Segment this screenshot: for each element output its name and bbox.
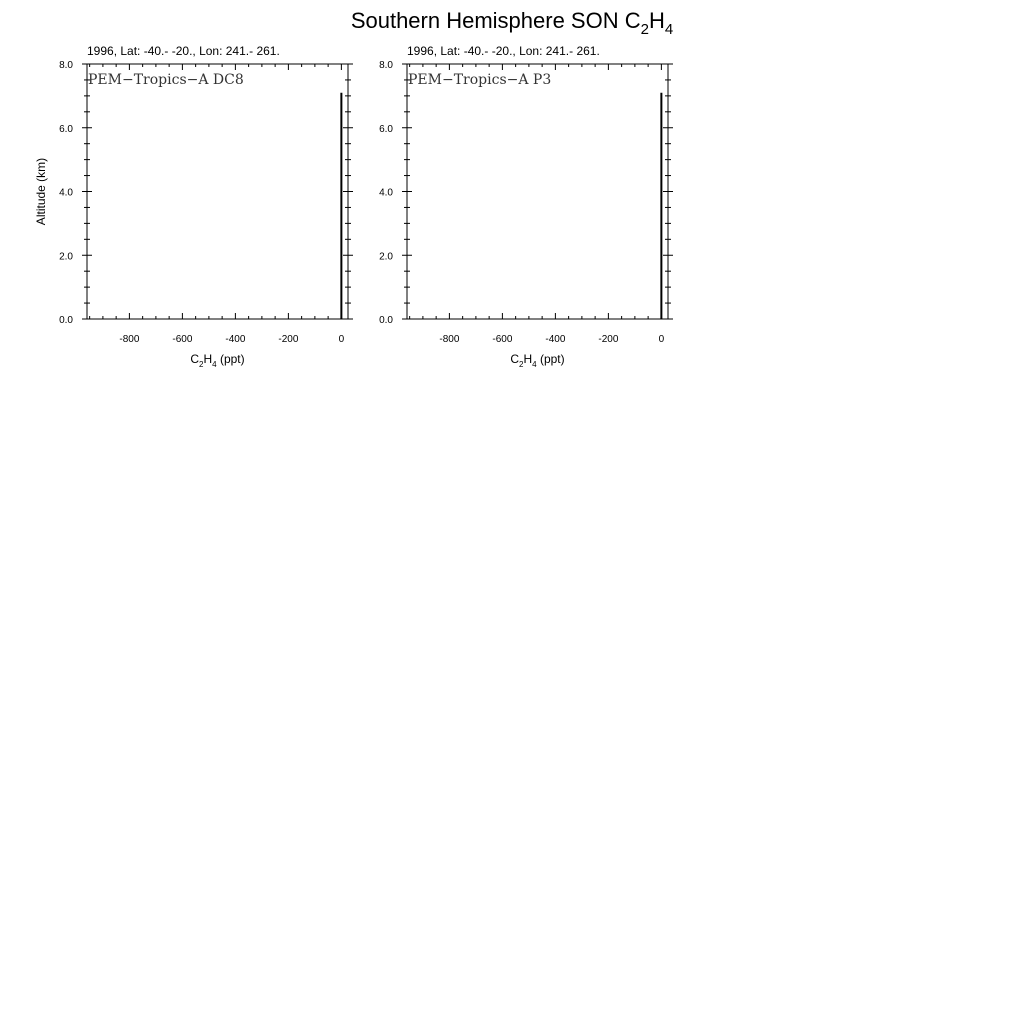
panel-annotation: PEM−Tropics−A P3	[408, 72, 552, 88]
x-axis-label-part: 2	[519, 360, 524, 369]
figure-title: Southern Hemisphere SON $C_2H_4$	[350, 8, 674, 38]
y-tick-label: 8.0	[59, 60, 73, 71]
x-tick-label: -600	[492, 334, 513, 345]
y-tick-label: 2.0	[59, 251, 73, 263]
y-axis-label: Altitude (km)	[34, 157, 48, 226]
x-tick-label: -600	[172, 334, 193, 345]
x-tick-label: -200	[278, 334, 299, 345]
y-tick-label: 4.0	[59, 187, 73, 199]
y-tick-label: 6.0	[379, 123, 393, 135]
x-axis-label-part: (ppt)	[216, 352, 245, 366]
x-axis-label-part: (ppt)	[536, 352, 565, 366]
x-tick-label: 0	[658, 334, 665, 345]
x-axis-label-part: 2	[199, 360, 204, 369]
panels	[34, 44, 673, 369]
y-tick-label: 0.0	[59, 315, 73, 326]
x-tick-label: -400	[545, 334, 566, 345]
panel-annotation: PEM−Tropics−A DC8	[88, 72, 244, 88]
y-tick-label: 4.0	[379, 187, 393, 199]
panel-subtitle: 1996, Lat: -40.- -20., Lon: 241.- 261.	[407, 44, 600, 58]
y-tick-label: 6.0	[59, 123, 73, 135]
x-tick-label: 0	[338, 334, 345, 345]
x-axis-label-part: C	[510, 352, 520, 366]
x-tick-label: -200	[598, 334, 619, 345]
x-axis-label-part: H	[203, 352, 213, 366]
plot-frame	[87, 64, 348, 319]
x-tick-label: -800	[439, 334, 460, 345]
x-axis-label-part: 4	[532, 360, 537, 369]
x-axis-label	[190, 352, 244, 369]
y-tick-label: 8.0	[379, 60, 393, 71]
plot-frame	[407, 64, 668, 319]
chart-panel-2	[379, 44, 673, 369]
x-axis-label	[510, 352, 564, 369]
x-axis-label-part: 4	[212, 360, 217, 369]
panel-subtitle: 1996, Lat: -40.- -20., Lon: 241.- 261.	[87, 44, 280, 58]
y-tick-label: 2.0	[379, 251, 393, 263]
chart-panel-1	[34, 44, 353, 369]
x-tick-label: -400	[225, 334, 246, 345]
x-tick-label: -800	[119, 334, 140, 345]
y-tick-label: 0.0	[379, 315, 393, 326]
x-axis-label-part: H	[523, 352, 533, 366]
x-axis-label-part: C	[190, 352, 200, 366]
